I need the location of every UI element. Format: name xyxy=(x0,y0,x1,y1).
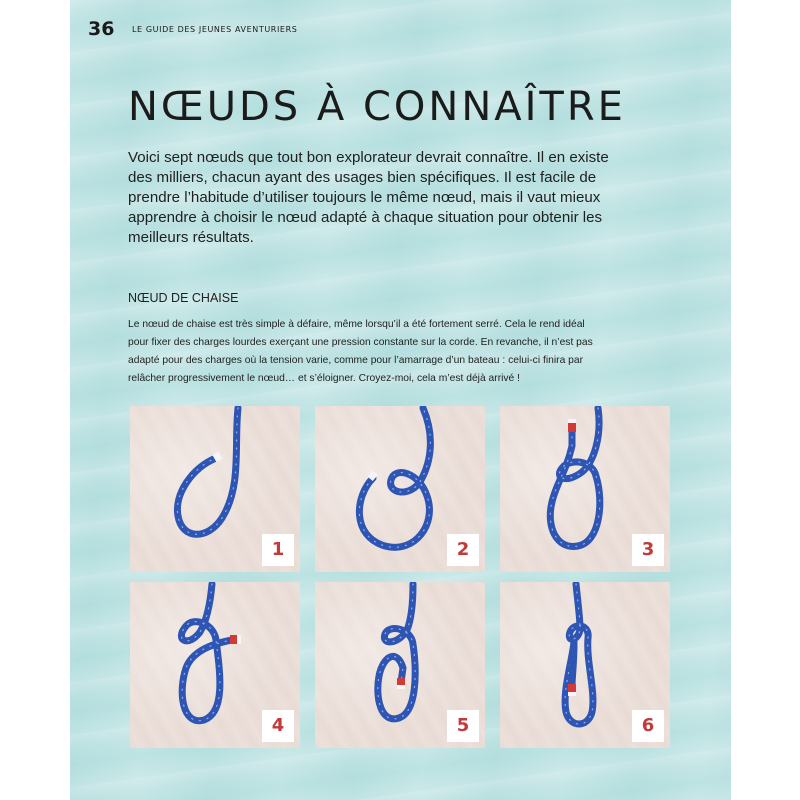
step-number-badge: 6 xyxy=(632,710,664,742)
book-page xyxy=(70,0,731,800)
running-head: LE GUIDE DES JEUNES AVENTURIERS xyxy=(132,25,298,34)
step-number-badge: 2 xyxy=(447,534,479,566)
step-photo-2 xyxy=(315,406,485,572)
page-title: NŒUDS À CONNAÎTRE xyxy=(128,84,626,130)
intro-paragraph xyxy=(128,148,648,248)
section-line: relâcher progressivement le nœud… et s’éloigner. Croyez-moi, cela m’est déjà arrivé ! xyxy=(128,373,521,384)
intro-line: prendre l’habitude d’utiliser toujours le même nœud, mais il vaut mieux xyxy=(128,189,601,206)
step-photo-1 xyxy=(130,406,300,572)
step-number-badge: 1 xyxy=(262,534,294,566)
intro-line: des milliers, chacun ayant des usages bien spécifiques. Il est facile de xyxy=(128,169,597,186)
section-line: pour fixer des charges lourdes exerçant une pression constante sur la corde. En revanche, il n’est pas xyxy=(128,337,593,348)
intro-line: apprendre à choisir le nœud adapté à chaque situation pour obtenir les xyxy=(128,209,603,226)
intro-line: meilleurs résultats. xyxy=(128,229,254,246)
section-body xyxy=(128,316,674,388)
step-photo-4 xyxy=(130,582,300,748)
step-number-badge: 3 xyxy=(632,534,664,566)
step-photo-5 xyxy=(315,582,485,748)
step-number-badge: 4 xyxy=(262,710,294,742)
step-photo-3 xyxy=(500,406,670,572)
step-photo-6 xyxy=(500,582,670,748)
step-number-badge: 5 xyxy=(447,710,479,742)
section-heading: NŒUD DE CHAISE xyxy=(128,291,239,305)
section-line: Le nœud de chaise est très simple à défaire, même lorsqu’il a été fortement serré. Cela le rend idéal xyxy=(128,319,585,330)
section-line: adapté pour des charges où la tension varie, comme pour l’amarrage d’un bateau : celui-ci finira par xyxy=(128,355,584,366)
page-number: 36 xyxy=(88,18,115,40)
intro-line: Voici sept nœuds que tout bon explorateur devrait connaître. Il en existe xyxy=(128,149,609,166)
